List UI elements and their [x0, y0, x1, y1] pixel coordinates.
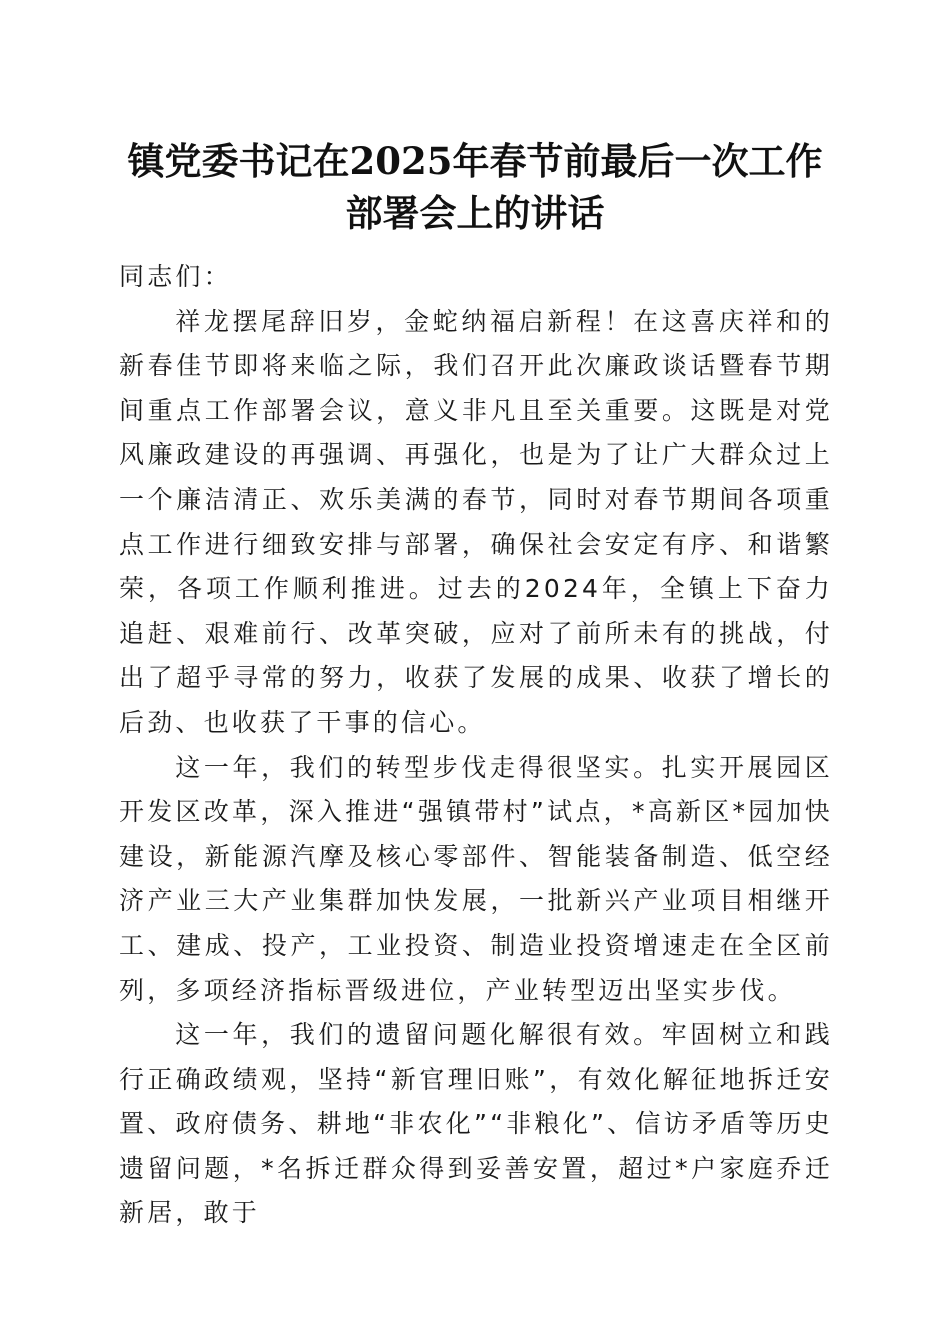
paragraph: 这一年，我们的转型步伐走得很坚实。扎实开展园区开发区改革，深入推进“强镇带村”试点，*高新区*园加快建设，新能源汽摩及核心零部件、智能装备制造、低空经济产业三大产业集群加快发展，一批新兴产业项目相继开工、建成、投产，工业投资、制造业投资增速走在全区前列，多项经济指标晋级进位，产业转型迈出坚实步伐。 [119, 752, 833, 1005]
salutation: 同志们： [119, 262, 232, 291]
paragraph: 祥龙摆尾辞旧岁，金蛇纳福启新程！在这喜庆祥和的新春佳节即将来临之际，我们召开此次廉政谈话暨春节期间重点工作部署会议，意义非凡且至关重要。这既是对党风廉政建设的再强调、再强化，也是为了让广大群众过上一个廉洁清正、欢乐美满的春节，同时对春节期间各项重点工作进行细致安排与部署，确保社会安定有序、和谐繁荣，各项工作顺利推进。过去的2024年，全镇上下奋力追赶、艰难前行、改革突破，应对了前所未有的挑战，付出了超乎寻常的努力，收获了发展的成果、收获了增长的后劲、也收获了干事的信心。 [119, 306, 833, 737]
paragraph: 这一年，我们的遗留问题化解很有效。牢固树立和践行正确政绩观，坚持“新官理旧账”，有效化解征地拆迁安置、政府债务、耕地“非农化”“非粮化”、信访矛盾等历史遗留问题，*名拆迁群众得到妥善安置，超过*户家庭乔迁新居，敢于 [119, 1020, 833, 1228]
document-title: 镇党委书记在2025年春节前最后一次工作部署会上的讲话 [127, 139, 823, 235]
document-body [119, 255, 833, 1236]
